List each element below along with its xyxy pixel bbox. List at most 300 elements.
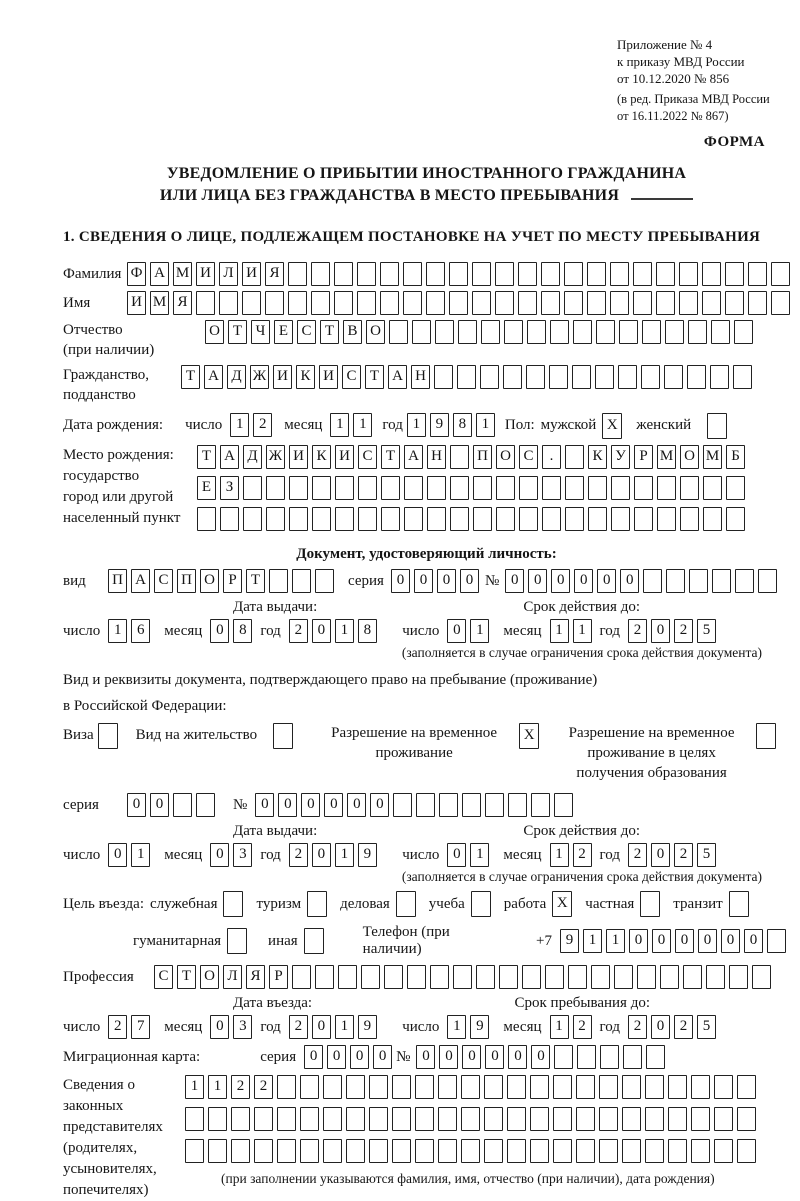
birth-place-cell[interactable] bbox=[588, 507, 607, 531]
surname-cell[interactable] bbox=[564, 262, 583, 286]
legal-rep-cell[interactable] bbox=[691, 1107, 710, 1131]
citizenship-cell[interactable]: С bbox=[342, 365, 361, 389]
patronymic-cell[interactable]: Т bbox=[320, 320, 339, 344]
doc-number-cell[interactable]: 0 bbox=[505, 569, 524, 593]
residence-expiry-day-cell[interactable]: 1 bbox=[470, 843, 489, 867]
phone-cell[interactable]: 0 bbox=[698, 929, 717, 953]
birth-place-cell[interactable]: Т bbox=[381, 445, 400, 469]
surname-cell[interactable] bbox=[403, 262, 422, 286]
legal-rep-cell[interactable] bbox=[415, 1107, 434, 1131]
patronymic-cell[interactable] bbox=[596, 320, 615, 344]
legal-rep-cell[interactable] bbox=[231, 1139, 250, 1163]
birth-place-cell[interactable]: И bbox=[335, 445, 354, 469]
birth-place-cell[interactable] bbox=[680, 476, 699, 500]
birth-place-cell[interactable] bbox=[634, 476, 653, 500]
birth-place-cell[interactable] bbox=[565, 507, 584, 531]
migration-series-cell[interactable]: 0 bbox=[373, 1045, 392, 1069]
given-name-cell[interactable] bbox=[656, 291, 675, 315]
residence-issue-day-cell[interactable]: 1 bbox=[131, 843, 150, 867]
residence-number-cell[interactable]: 0 bbox=[324, 793, 343, 817]
profession-cell[interactable]: О bbox=[200, 965, 219, 989]
legal-rep-cell[interactable] bbox=[576, 1139, 595, 1163]
doc-expiry-year-cell[interactable]: 0 bbox=[651, 619, 670, 643]
legal-rep-cell[interactable] bbox=[392, 1139, 411, 1163]
surname-cell[interactable]: Я bbox=[265, 262, 284, 286]
doc-type-cell[interactable]: Т bbox=[246, 569, 265, 593]
birth-place-cell[interactable] bbox=[335, 507, 354, 531]
birth-place-cell[interactable] bbox=[358, 507, 377, 531]
legal-rep-cell[interactable]: 1 bbox=[208, 1075, 227, 1099]
patronymic-cell[interactable]: Ч bbox=[251, 320, 270, 344]
doc-number-cell[interactable]: 0 bbox=[620, 569, 639, 593]
surname-cell[interactable] bbox=[748, 262, 767, 286]
legal-rep-cell[interactable] bbox=[530, 1075, 549, 1099]
citizenship-cell[interactable] bbox=[687, 365, 706, 389]
profession-cell[interactable]: Я bbox=[246, 965, 265, 989]
patronymic-cell[interactable] bbox=[711, 320, 730, 344]
birth-place-cell[interactable]: О bbox=[496, 445, 515, 469]
given-name-cell[interactable] bbox=[771, 291, 790, 315]
legal-rep-cell[interactable] bbox=[300, 1075, 319, 1099]
given-name-cell[interactable] bbox=[357, 291, 376, 315]
legal-rep-cell[interactable] bbox=[277, 1075, 296, 1099]
profession-cell[interactable] bbox=[591, 965, 610, 989]
birth-place-cell[interactable] bbox=[381, 507, 400, 531]
birth-place-cell[interactable]: У bbox=[611, 445, 630, 469]
surname-cell[interactable] bbox=[610, 262, 629, 286]
doc-type-cell[interactable]: С bbox=[154, 569, 173, 593]
surname-cell[interactable] bbox=[380, 262, 399, 286]
birth-place-cell[interactable] bbox=[312, 476, 331, 500]
residence-number-cell[interactable]: 0 bbox=[370, 793, 389, 817]
legal-rep-cell[interactable] bbox=[461, 1075, 480, 1099]
entry-month-cell[interactable]: 0 bbox=[210, 1015, 229, 1039]
residence-expiry-year-cell[interactable]: 2 bbox=[674, 843, 693, 867]
citizenship-cell[interactable]: И bbox=[319, 365, 338, 389]
legal-rep-cell[interactable] bbox=[438, 1075, 457, 1099]
phone-cell[interactable]: 1 bbox=[606, 929, 625, 953]
surname-cell[interactable]: А bbox=[150, 262, 169, 286]
legal-rep-cell[interactable] bbox=[461, 1107, 480, 1131]
birth-year-cell[interactable]: 1 bbox=[407, 413, 426, 437]
birth-place-cell[interactable] bbox=[657, 476, 676, 500]
surname-cell[interactable] bbox=[288, 262, 307, 286]
doc-number-cell[interactable] bbox=[666, 569, 685, 593]
transit-checkbox[interactable] bbox=[729, 891, 749, 917]
residence-series-cell[interactable] bbox=[196, 793, 215, 817]
birth-place-cell[interactable]: О bbox=[680, 445, 699, 469]
residence-permit-checkbox[interactable] bbox=[273, 723, 293, 749]
legal-rep-cell[interactable] bbox=[369, 1075, 388, 1099]
residence-expiry-year-cell[interactable]: 0 bbox=[651, 843, 670, 867]
profession-cell[interactable]: С bbox=[154, 965, 173, 989]
surname-cell[interactable] bbox=[587, 262, 606, 286]
given-name-cell[interactable] bbox=[495, 291, 514, 315]
legal-rep-cell[interactable] bbox=[323, 1139, 342, 1163]
doc-expiry-year-cell[interactable]: 5 bbox=[697, 619, 716, 643]
profession-cell[interactable] bbox=[545, 965, 564, 989]
profession-cell[interactable] bbox=[729, 965, 748, 989]
patronymic-cell[interactable] bbox=[389, 320, 408, 344]
doc-type-cell[interactable] bbox=[269, 569, 288, 593]
birth-place-cell[interactable] bbox=[634, 507, 653, 531]
doc-issue-day-cell[interactable]: 6 bbox=[131, 619, 150, 643]
patronymic-cell[interactable]: С bbox=[297, 320, 316, 344]
patronymic-cell[interactable] bbox=[435, 320, 454, 344]
given-name-cell[interactable] bbox=[702, 291, 721, 315]
legal-rep-cell[interactable]: 2 bbox=[254, 1075, 273, 1099]
birth-place-cell[interactable] bbox=[266, 476, 285, 500]
birth-day-cell[interactable]: 2 bbox=[253, 413, 272, 437]
residence-issue-month-cell[interactable]: 0 bbox=[210, 843, 229, 867]
legal-rep-cell[interactable] bbox=[599, 1139, 618, 1163]
temp-permit-checkbox[interactable]: X bbox=[519, 723, 539, 749]
citizenship-cell[interactable] bbox=[710, 365, 729, 389]
patronymic-cell[interactable] bbox=[573, 320, 592, 344]
legal-rep-cell[interactable] bbox=[530, 1107, 549, 1131]
patronymic-cell[interactable] bbox=[504, 320, 523, 344]
profession-cell[interactable] bbox=[683, 965, 702, 989]
business-checkbox[interactable] bbox=[223, 891, 243, 917]
birth-place-cell[interactable]: Е bbox=[197, 476, 216, 500]
doc-issue-year-cell[interactable]: 0 bbox=[312, 619, 331, 643]
doc-type-cell[interactable]: П bbox=[177, 569, 196, 593]
citizenship-cell[interactable] bbox=[503, 365, 522, 389]
legal-rep-cell[interactable] bbox=[369, 1107, 388, 1131]
residence-number-cell[interactable] bbox=[439, 793, 458, 817]
legal-rep-cell[interactable] bbox=[323, 1107, 342, 1131]
doc-expiry-month-cell[interactable]: 1 bbox=[550, 619, 569, 643]
doc-number-cell[interactable]: 0 bbox=[551, 569, 570, 593]
doc-expiry-month-cell[interactable]: 1 bbox=[573, 619, 592, 643]
residence-number-cell[interactable]: 0 bbox=[347, 793, 366, 817]
entry-year-cell[interactable]: 9 bbox=[358, 1015, 377, 1039]
tourism-checkbox[interactable] bbox=[307, 891, 327, 917]
given-name-cell[interactable]: И bbox=[127, 291, 146, 315]
birth-place-cell[interactable] bbox=[289, 476, 308, 500]
given-name-cell[interactable] bbox=[380, 291, 399, 315]
birth-place-cell[interactable] bbox=[703, 476, 722, 500]
legal-rep-cell[interactable] bbox=[254, 1107, 273, 1131]
birth-place-cell[interactable] bbox=[450, 507, 469, 531]
citizenship-cell[interactable] bbox=[618, 365, 637, 389]
doc-series-cell[interactable]: 0 bbox=[437, 569, 456, 593]
given-name-cell[interactable] bbox=[196, 291, 215, 315]
doc-series-cell[interactable]: 0 bbox=[391, 569, 410, 593]
residence-expiry-month-cell[interactable]: 1 bbox=[550, 843, 569, 867]
birth-place-cell[interactable] bbox=[496, 476, 515, 500]
surname-cell[interactable] bbox=[541, 262, 560, 286]
other-checkbox[interactable] bbox=[304, 928, 324, 954]
doc-number-cell[interactable]: 0 bbox=[597, 569, 616, 593]
surname-cell[interactable]: М bbox=[173, 262, 192, 286]
surname-cell[interactable]: Л bbox=[219, 262, 238, 286]
birth-place-cell[interactable]: М bbox=[657, 445, 676, 469]
profession-cell[interactable]: Л bbox=[223, 965, 242, 989]
surname-cell[interactable] bbox=[472, 262, 491, 286]
migration-series-cell[interactable]: 0 bbox=[304, 1045, 323, 1069]
legal-rep-cell[interactable] bbox=[208, 1107, 227, 1131]
legal-rep-cell[interactable] bbox=[254, 1139, 273, 1163]
patronymic-cell[interactable] bbox=[688, 320, 707, 344]
entry-day-cell[interactable]: 2 bbox=[108, 1015, 127, 1039]
given-name-cell[interactable] bbox=[219, 291, 238, 315]
patronymic-cell[interactable] bbox=[550, 320, 569, 344]
birth-place-cell[interactable]: А bbox=[404, 445, 423, 469]
legal-rep-cell[interactable] bbox=[461, 1139, 480, 1163]
legal-rep-cell[interactable] bbox=[668, 1075, 687, 1099]
birth-year-cell[interactable]: 8 bbox=[453, 413, 472, 437]
given-name-cell[interactable] bbox=[403, 291, 422, 315]
birth-place-cell[interactable] bbox=[519, 476, 538, 500]
doc-series-cell[interactable]: 0 bbox=[460, 569, 479, 593]
legal-rep-cell[interactable] bbox=[392, 1075, 411, 1099]
commercial-checkbox[interactable] bbox=[396, 891, 416, 917]
doc-issue-day-cell[interactable]: 1 bbox=[108, 619, 127, 643]
edu-permit-checkbox[interactable] bbox=[756, 723, 776, 749]
migration-series-cell[interactable]: 0 bbox=[327, 1045, 346, 1069]
legal-rep-cell[interactable] bbox=[737, 1107, 756, 1131]
citizenship-cell[interactable] bbox=[572, 365, 591, 389]
legal-rep-cell[interactable] bbox=[438, 1107, 457, 1131]
legal-rep-cell[interactable] bbox=[645, 1107, 664, 1131]
legal-rep-cell[interactable] bbox=[277, 1139, 296, 1163]
surname-cell[interactable] bbox=[679, 262, 698, 286]
migration-number-cell[interactable]: 0 bbox=[462, 1045, 481, 1069]
work-checkbox[interactable]: X bbox=[552, 891, 572, 917]
phone-cell[interactable]: 9 bbox=[560, 929, 579, 953]
legal-rep-cell[interactable] bbox=[668, 1107, 687, 1131]
legal-rep-cell[interactable] bbox=[737, 1139, 756, 1163]
citizenship-cell[interactable]: Ж bbox=[250, 365, 269, 389]
birth-place-cell[interactable] bbox=[473, 507, 492, 531]
given-name-cell[interactable] bbox=[541, 291, 560, 315]
doc-type-cell[interactable]: Р bbox=[223, 569, 242, 593]
citizenship-cell[interactable] bbox=[595, 365, 614, 389]
patronymic-cell[interactable]: В bbox=[343, 320, 362, 344]
residence-issue-day-cell[interactable]: 0 bbox=[108, 843, 127, 867]
birth-place-cell[interactable] bbox=[611, 507, 630, 531]
legal-rep-cell[interactable] bbox=[599, 1075, 618, 1099]
doc-expiry-year-cell[interactable]: 2 bbox=[674, 619, 693, 643]
profession-cell[interactable] bbox=[338, 965, 357, 989]
legal-rep-cell[interactable] bbox=[599, 1107, 618, 1131]
surname-cell[interactable] bbox=[311, 262, 330, 286]
legal-rep-cell[interactable] bbox=[484, 1075, 503, 1099]
birth-place-cell[interactable] bbox=[427, 507, 446, 531]
birth-place-cell[interactable] bbox=[611, 476, 630, 500]
citizenship-cell[interactable] bbox=[733, 365, 752, 389]
birth-place-cell[interactable] bbox=[496, 507, 515, 531]
study-checkbox[interactable] bbox=[471, 891, 491, 917]
residence-number-cell[interactable]: 0 bbox=[301, 793, 320, 817]
given-name-cell[interactable] bbox=[587, 291, 606, 315]
given-name-cell[interactable] bbox=[748, 291, 767, 315]
legal-rep-cell[interactable] bbox=[231, 1107, 250, 1131]
citizenship-cell[interactable]: Т bbox=[365, 365, 384, 389]
doc-expiry-year-cell[interactable]: 2 bbox=[628, 619, 647, 643]
birth-place-cell[interactable] bbox=[358, 476, 377, 500]
patronymic-cell[interactable]: О bbox=[366, 320, 385, 344]
birth-day-cell[interactable]: 1 bbox=[230, 413, 249, 437]
doc-type-cell[interactable]: А bbox=[131, 569, 150, 593]
legal-rep-cell[interactable] bbox=[392, 1107, 411, 1131]
birth-place-cell[interactable] bbox=[450, 445, 469, 469]
patronymic-cell[interactable] bbox=[665, 320, 684, 344]
doc-expiry-day-cell[interactable]: 0 bbox=[447, 619, 466, 643]
legal-rep-cell[interactable] bbox=[346, 1107, 365, 1131]
stay-year-cell[interactable]: 5 bbox=[697, 1015, 716, 1039]
profession-cell[interactable] bbox=[568, 965, 587, 989]
birth-place-cell[interactable] bbox=[220, 507, 239, 531]
legal-rep-cell[interactable] bbox=[691, 1139, 710, 1163]
legal-rep-cell[interactable] bbox=[622, 1075, 641, 1099]
citizenship-cell[interactable] bbox=[549, 365, 568, 389]
migration-number-cell[interactable]: 0 bbox=[531, 1045, 550, 1069]
legal-rep-cell[interactable] bbox=[576, 1107, 595, 1131]
surname-cell[interactable] bbox=[702, 262, 721, 286]
citizenship-cell[interactable]: А bbox=[388, 365, 407, 389]
given-name-cell[interactable] bbox=[265, 291, 284, 315]
legal-rep-cell[interactable] bbox=[553, 1107, 572, 1131]
profession-cell[interactable] bbox=[476, 965, 495, 989]
birth-year-cell[interactable]: 1 bbox=[476, 413, 495, 437]
patronymic-cell[interactable] bbox=[527, 320, 546, 344]
birth-place-cell[interactable] bbox=[266, 507, 285, 531]
birth-place-cell[interactable]: Б bbox=[726, 445, 745, 469]
citizenship-cell[interactable] bbox=[434, 365, 453, 389]
legal-rep-cell[interactable] bbox=[323, 1075, 342, 1099]
citizenship-cell[interactable] bbox=[457, 365, 476, 389]
birth-place-cell[interactable] bbox=[588, 476, 607, 500]
stay-month-cell[interactable]: 1 bbox=[550, 1015, 569, 1039]
given-name-cell[interactable] bbox=[449, 291, 468, 315]
profession-cell[interactable] bbox=[614, 965, 633, 989]
birth-place-cell[interactable] bbox=[381, 476, 400, 500]
given-name-cell[interactable] bbox=[518, 291, 537, 315]
citizenship-cell[interactable]: К bbox=[296, 365, 315, 389]
profession-cell[interactable] bbox=[430, 965, 449, 989]
given-name-cell[interactable] bbox=[311, 291, 330, 315]
entry-year-cell[interactable]: 1 bbox=[335, 1015, 354, 1039]
patronymic-cell[interactable] bbox=[619, 320, 638, 344]
legal-rep-cell[interactable]: 2 bbox=[231, 1075, 250, 1099]
residence-number-cell[interactable] bbox=[416, 793, 435, 817]
citizenship-cell[interactable] bbox=[641, 365, 660, 389]
birth-place-cell[interactable] bbox=[243, 507, 262, 531]
residence-number-cell[interactable] bbox=[393, 793, 412, 817]
legal-rep-cell[interactable] bbox=[346, 1075, 365, 1099]
birth-place-cell[interactable] bbox=[726, 507, 745, 531]
phone-cell[interactable]: 0 bbox=[721, 929, 740, 953]
birth-place-cell[interactable]: С bbox=[519, 445, 538, 469]
residence-issue-year-cell[interactable]: 2 bbox=[289, 843, 308, 867]
migration-number-cell[interactable] bbox=[623, 1045, 642, 1069]
stay-year-cell[interactable]: 2 bbox=[628, 1015, 647, 1039]
citizenship-cell[interactable]: А bbox=[204, 365, 223, 389]
doc-number-cell[interactable] bbox=[643, 569, 662, 593]
birth-place-cell[interactable]: Т bbox=[197, 445, 216, 469]
residence-issue-month-cell[interactable]: 3 bbox=[233, 843, 252, 867]
doc-number-cell[interactable]: 0 bbox=[528, 569, 547, 593]
doc-number-cell[interactable] bbox=[758, 569, 777, 593]
surname-cell[interactable] bbox=[495, 262, 514, 286]
doc-issue-month-cell[interactable]: 8 bbox=[233, 619, 252, 643]
given-name-cell[interactable] bbox=[633, 291, 652, 315]
residence-expiry-year-cell[interactable]: 2 bbox=[628, 843, 647, 867]
citizenship-cell[interactable] bbox=[480, 365, 499, 389]
birth-month-cell[interactable]: 1 bbox=[353, 413, 372, 437]
birth-place-cell[interactable]: Р bbox=[634, 445, 653, 469]
surname-cell[interactable] bbox=[426, 262, 445, 286]
patronymic-cell[interactable] bbox=[481, 320, 500, 344]
migration-number-cell[interactable]: 0 bbox=[439, 1045, 458, 1069]
birth-place-cell[interactable]: К bbox=[588, 445, 607, 469]
surname-cell[interactable] bbox=[357, 262, 376, 286]
residence-series-cell[interactable] bbox=[173, 793, 192, 817]
migration-number-cell[interactable] bbox=[554, 1045, 573, 1069]
given-name-cell[interactable] bbox=[426, 291, 445, 315]
birth-place-cell[interactable]: З bbox=[220, 476, 239, 500]
doc-issue-year-cell[interactable]: 8 bbox=[358, 619, 377, 643]
stay-year-cell[interactable]: 2 bbox=[674, 1015, 693, 1039]
stay-day-cell[interactable]: 9 bbox=[470, 1015, 489, 1039]
birth-year-cell[interactable]: 9 bbox=[430, 413, 449, 437]
birth-place-cell[interactable]: П bbox=[473, 445, 492, 469]
birth-place-cell[interactable]: И bbox=[289, 445, 308, 469]
legal-rep-cell[interactable]: 1 bbox=[185, 1075, 204, 1099]
phone-cell[interactable]: 1 bbox=[583, 929, 602, 953]
citizenship-cell[interactable]: Н bbox=[411, 365, 430, 389]
doc-number-cell[interactable] bbox=[689, 569, 708, 593]
phone-cell[interactable]: 0 bbox=[675, 929, 694, 953]
private-checkbox[interactable] bbox=[640, 891, 660, 917]
visa-checkbox[interactable] bbox=[98, 723, 118, 749]
doc-series-cell[interactable]: 0 bbox=[414, 569, 433, 593]
profession-cell[interactable] bbox=[522, 965, 541, 989]
birth-place-cell[interactable] bbox=[680, 507, 699, 531]
legal-rep-cell[interactable] bbox=[737, 1075, 756, 1099]
legal-rep-cell[interactable] bbox=[668, 1139, 687, 1163]
legal-rep-cell[interactable] bbox=[369, 1139, 388, 1163]
given-name-cell[interactable] bbox=[725, 291, 744, 315]
legal-rep-cell[interactable] bbox=[415, 1075, 434, 1099]
phone-cell[interactable]: 0 bbox=[652, 929, 671, 953]
given-name-cell[interactable] bbox=[610, 291, 629, 315]
migration-number-cell[interactable] bbox=[600, 1045, 619, 1069]
profession-cell[interactable] bbox=[499, 965, 518, 989]
birth-place-cell[interactable] bbox=[657, 507, 676, 531]
entry-day-cell[interactable]: 7 bbox=[131, 1015, 150, 1039]
patronymic-cell[interactable] bbox=[412, 320, 431, 344]
legal-rep-cell[interactable] bbox=[507, 1107, 526, 1131]
doc-type-cell[interactable]: П bbox=[108, 569, 127, 593]
given-name-cell[interactable]: М bbox=[150, 291, 169, 315]
surname-cell[interactable] bbox=[334, 262, 353, 286]
citizenship-cell[interactable]: Д bbox=[227, 365, 246, 389]
residence-issue-year-cell[interactable]: 1 bbox=[335, 843, 354, 867]
doc-number-cell[interactable] bbox=[735, 569, 754, 593]
legal-rep-cell[interactable] bbox=[645, 1139, 664, 1163]
profession-cell[interactable] bbox=[453, 965, 472, 989]
birth-place-cell[interactable]: К bbox=[312, 445, 331, 469]
profession-cell[interactable] bbox=[660, 965, 679, 989]
doc-type-cell[interactable] bbox=[292, 569, 311, 593]
birth-place-cell[interactable] bbox=[289, 507, 308, 531]
profession-cell[interactable]: Т bbox=[177, 965, 196, 989]
legal-rep-cell[interactable] bbox=[300, 1107, 319, 1131]
legal-rep-cell[interactable] bbox=[346, 1139, 365, 1163]
